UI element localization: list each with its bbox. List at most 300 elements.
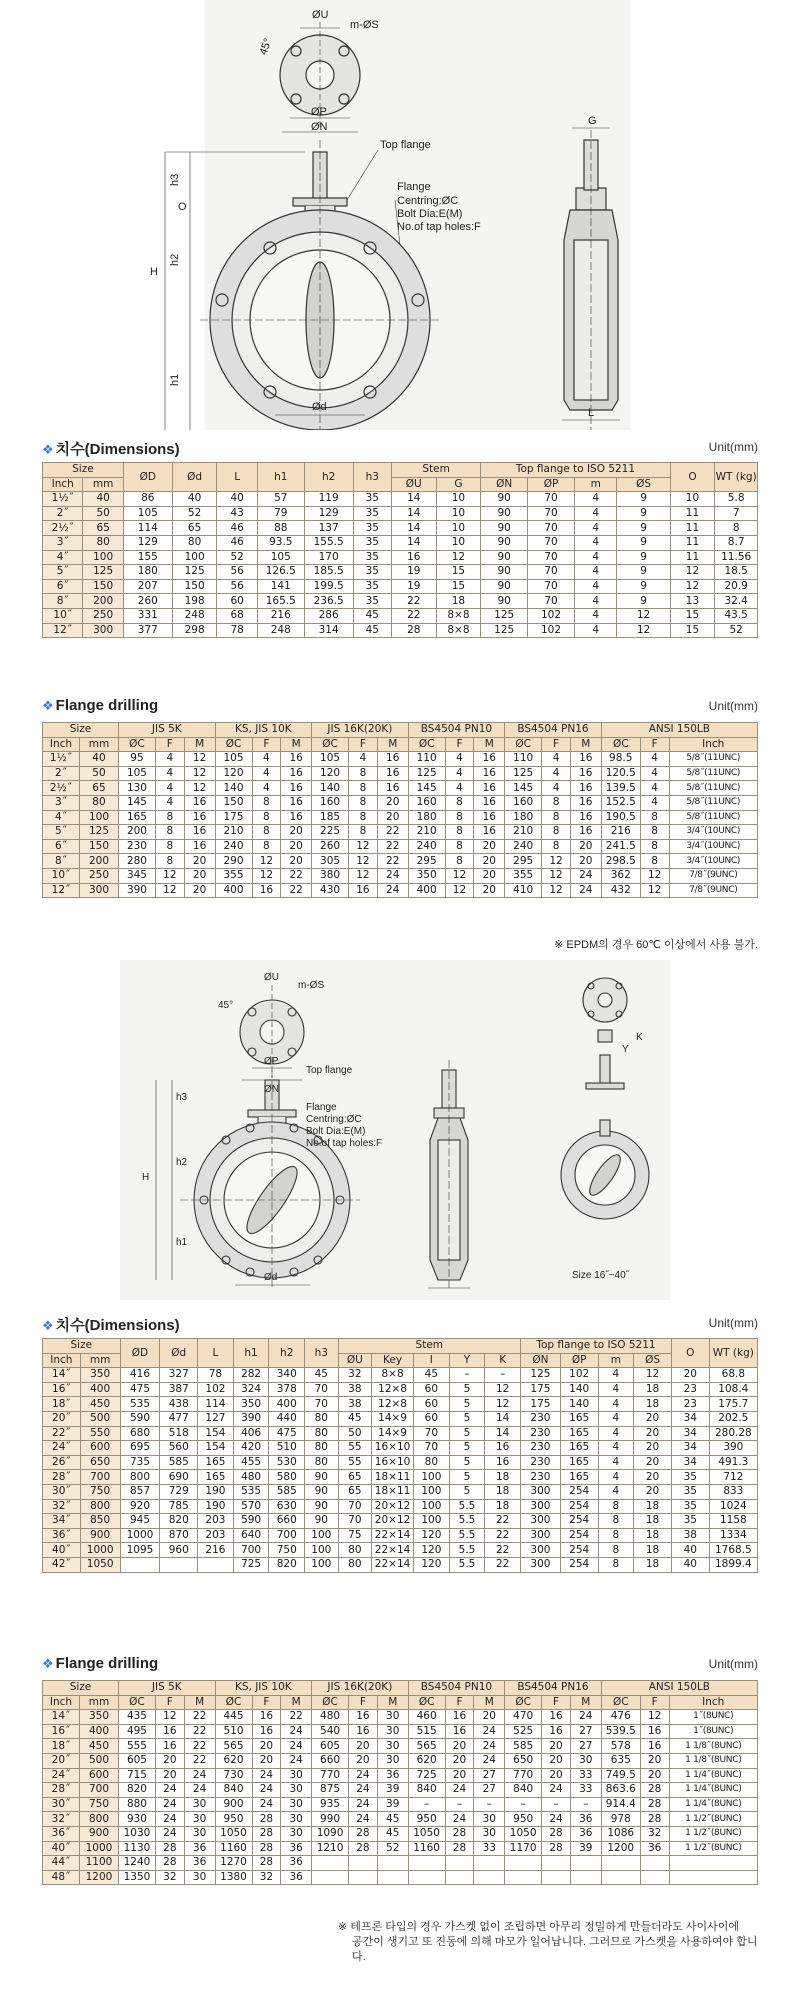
size-inch-cell: 12˝ bbox=[43, 623, 83, 638]
table-cell: 5.5 bbox=[449, 1499, 485, 1514]
table-cell: 30 bbox=[377, 1710, 408, 1725]
table-cell: 16 bbox=[184, 810, 215, 825]
size-inch-cell: 20˝ bbox=[43, 1411, 81, 1426]
table-cell: 477 bbox=[160, 1411, 198, 1426]
table-cell: 34 bbox=[671, 1441, 709, 1456]
table-cell: 300 bbox=[521, 1528, 561, 1543]
size-inch-cell: 5˝ bbox=[43, 565, 83, 580]
table-cell: 4 bbox=[574, 565, 617, 580]
table-cell: 35 bbox=[353, 565, 391, 580]
size-mm-cell: 40 bbox=[83, 492, 123, 507]
header-cell: BS4504 PN16 bbox=[505, 1681, 602, 1696]
table-cell: – bbox=[542, 1797, 571, 1812]
table-cell: 28 bbox=[445, 1841, 474, 1856]
table-cell: 16 bbox=[155, 1724, 184, 1739]
table-cell: 715 bbox=[118, 1768, 155, 1783]
table-cell: 377 bbox=[123, 623, 172, 638]
table-cell: 880 bbox=[118, 1797, 155, 1812]
table-cell: 935 bbox=[312, 1797, 349, 1812]
table-cell: 155.5 bbox=[304, 535, 353, 550]
table-cell: 32 bbox=[155, 1870, 184, 1885]
table-cell: 7/8˝(9UNC) bbox=[669, 868, 758, 883]
table-cell: 18×11 bbox=[372, 1484, 414, 1499]
table-cell: 535 bbox=[233, 1484, 269, 1499]
table-cell: 1200 bbox=[601, 1841, 640, 1856]
table-cell: 535 bbox=[120, 1397, 160, 1412]
flange-drilling-table-1 bbox=[42, 722, 758, 898]
table-cell: 19 bbox=[391, 565, 436, 580]
table-cell: 24 bbox=[349, 1797, 378, 1812]
size-mm-cell: 600 bbox=[79, 1768, 118, 1783]
table-cell: 90 bbox=[481, 565, 528, 580]
header-cell: ANSI 150LB bbox=[601, 1681, 757, 1696]
label2-flange: Flange bbox=[306, 1102, 337, 1113]
table-cell: 30 bbox=[281, 1826, 312, 1841]
table-cell: 1350 bbox=[118, 1870, 155, 1885]
table-cell: 140 bbox=[215, 781, 252, 796]
size-mm-cell: 1050 bbox=[80, 1557, 120, 1572]
size-inch-cell: 28˝ bbox=[43, 1470, 81, 1485]
table-cell: 20 bbox=[349, 1739, 378, 1754]
table-cell: 950 bbox=[408, 1812, 445, 1827]
table-cell: 930 bbox=[118, 1812, 155, 1827]
subheader-cell: Inch bbox=[43, 1353, 81, 1368]
label-h: H bbox=[150, 266, 158, 278]
table-cell bbox=[408, 1856, 445, 1871]
table-cell: 95 bbox=[118, 752, 155, 767]
table-cell: 260 bbox=[123, 594, 172, 609]
subheader-cell: F bbox=[155, 1695, 184, 1710]
subheader-cell: F bbox=[640, 1695, 669, 1710]
table-cell: 36 bbox=[184, 1856, 215, 1871]
dims2-title: 치수(Dimensions) bbox=[55, 1317, 180, 1334]
table-cell: 8 bbox=[155, 825, 184, 840]
table-cell: 40 bbox=[671, 1557, 709, 1572]
label-l: L bbox=[588, 407, 595, 419]
subheader-cell: ØC bbox=[215, 1695, 252, 1710]
table-row bbox=[43, 795, 758, 810]
table-cell: 378 bbox=[269, 1382, 305, 1397]
table-cell: 24 bbox=[155, 1812, 184, 1827]
table-cell: 24 bbox=[252, 1768, 281, 1783]
table-cell: 68 bbox=[217, 608, 257, 623]
table-cell: 254 bbox=[560, 1528, 598, 1543]
table-cell: 16 bbox=[445, 1710, 474, 1725]
size-mm-cell: 900 bbox=[80, 1528, 120, 1543]
table-cell: – bbox=[449, 1368, 485, 1383]
table-cell: 590 bbox=[120, 1411, 160, 1426]
size-inch-cell: 44˝ bbox=[43, 1856, 80, 1871]
table-cell: 585 bbox=[505, 1739, 542, 1754]
table-cell: 129 bbox=[123, 535, 172, 550]
diamond-bullet-icon: ❖ bbox=[42, 1318, 54, 1333]
table-cell: 525 bbox=[505, 1724, 542, 1739]
table-row bbox=[43, 1441, 758, 1456]
table-cell: 20 bbox=[640, 1768, 669, 1783]
subheader-cell: I bbox=[414, 1353, 450, 1368]
table-cell: 18×11 bbox=[372, 1470, 414, 1485]
table-cell: 12 bbox=[485, 1382, 521, 1397]
size-inch-cell: 40˝ bbox=[43, 1841, 80, 1856]
size-inch-cell: 40˝ bbox=[43, 1543, 81, 1558]
table-cell: 22 bbox=[184, 1739, 215, 1754]
table-cell bbox=[408, 1870, 445, 1885]
table-cell: 12 bbox=[542, 883, 571, 898]
table-cell: 749.5 bbox=[601, 1768, 640, 1783]
table-cell: 24 bbox=[155, 1783, 184, 1798]
table-cell: 1050 bbox=[215, 1826, 252, 1841]
flange2-header bbox=[42, 1655, 758, 1673]
table-cell: 978 bbox=[601, 1812, 640, 1827]
th2-size: Size bbox=[43, 1339, 121, 1354]
table-cell: 1380 bbox=[215, 1870, 252, 1885]
table-cell: 32 bbox=[338, 1368, 372, 1383]
table-cell: 175.7 bbox=[709, 1397, 757, 1412]
table-cell: 290 bbox=[215, 854, 252, 869]
size-inch-cell: 3˝ bbox=[43, 795, 80, 810]
table-cell: 45 bbox=[377, 1826, 408, 1841]
table-cell: 12 bbox=[184, 766, 215, 781]
table-cell: 145 bbox=[118, 795, 155, 810]
label-top-flange: Top flange bbox=[380, 139, 431, 151]
table-cell: 70 bbox=[528, 594, 575, 609]
table-cell: 9 bbox=[617, 535, 670, 550]
subheader-cell: F bbox=[155, 737, 184, 752]
table-cell: 10 bbox=[436, 506, 481, 521]
table-cell: 8.7 bbox=[715, 535, 758, 550]
table-cell: 20 bbox=[445, 1739, 474, 1754]
table-cell: 108.4 bbox=[709, 1382, 757, 1397]
table-cell: 35 bbox=[353, 594, 391, 609]
table-cell: 22 bbox=[184, 1710, 215, 1725]
size-inch-cell: 28˝ bbox=[43, 1783, 80, 1798]
table-cell: 119 bbox=[304, 492, 353, 507]
size-mm-cell: 200 bbox=[79, 854, 118, 869]
table-cell: 254 bbox=[560, 1514, 598, 1529]
table-cell: 105 bbox=[118, 766, 155, 781]
table-cell: 16 bbox=[570, 795, 601, 810]
table-row bbox=[43, 1724, 758, 1739]
table-cell: 16 bbox=[184, 839, 215, 854]
table-cell: 16 bbox=[542, 1724, 571, 1739]
table-cell: 785 bbox=[160, 1499, 198, 1514]
label2-h: H bbox=[142, 1172, 150, 1183]
table-cell: 9 bbox=[617, 550, 670, 565]
table-row bbox=[43, 492, 758, 507]
th2-o: O bbox=[671, 1339, 709, 1368]
table-cell: 4 bbox=[598, 1470, 634, 1485]
size-mm-cell: 1000 bbox=[80, 1543, 120, 1558]
table-cell: 185 bbox=[312, 810, 349, 825]
table-cell: 11 bbox=[670, 535, 715, 550]
table-cell: 16 bbox=[391, 550, 436, 565]
table-cell: 100 bbox=[414, 1514, 450, 1529]
th-d: Ød bbox=[172, 463, 217, 492]
table-cell: 70 bbox=[528, 521, 575, 536]
table-cell: 460 bbox=[408, 1710, 445, 1725]
table-cell: 22 bbox=[184, 1753, 215, 1768]
table-cell: 585 bbox=[160, 1455, 198, 1470]
table-cell: 16 bbox=[474, 766, 505, 781]
table-cell: 8 bbox=[598, 1499, 634, 1514]
table-row bbox=[43, 1710, 758, 1725]
subheader-cell: F bbox=[445, 1695, 474, 1710]
table-cell bbox=[445, 1856, 474, 1871]
table-cell: 300 bbox=[521, 1557, 561, 1572]
table-cell: 8 bbox=[640, 810, 669, 825]
table-cell: 580 bbox=[269, 1470, 305, 1485]
table-cell: 12 bbox=[349, 868, 378, 883]
table-cell: 1768.5 bbox=[709, 1543, 757, 1558]
table-cell: 16 bbox=[252, 883, 281, 898]
size-inch-cell: 3˝ bbox=[43, 535, 83, 550]
label-h2: h2 bbox=[169, 253, 181, 266]
table-cell: 15 bbox=[436, 579, 481, 594]
table-cell: 20 bbox=[671, 1368, 709, 1383]
table-cell: 570 bbox=[233, 1499, 269, 1514]
table-cell: 475 bbox=[269, 1426, 305, 1441]
table-cell: 34 bbox=[671, 1426, 709, 1441]
table-cell: 350 bbox=[233, 1397, 269, 1412]
table-cell bbox=[349, 1856, 378, 1871]
table-cell: 4 bbox=[598, 1411, 634, 1426]
table-cell: 640 bbox=[233, 1528, 269, 1543]
table-cell: 30 bbox=[474, 1812, 505, 1827]
subheader-cell: mm bbox=[83, 477, 123, 492]
table-cell: 340 bbox=[269, 1368, 305, 1383]
table-cell: 155 bbox=[123, 550, 172, 565]
table-cell: 16 bbox=[281, 781, 312, 796]
header-cell: BS4504 PN10 bbox=[408, 1681, 505, 1696]
table-cell: 230 bbox=[118, 839, 155, 854]
th2-od: ØD bbox=[120, 1339, 160, 1368]
table-cell: 24 bbox=[281, 1753, 312, 1768]
table-cell: 27 bbox=[474, 1768, 505, 1783]
subheader-cell: mm bbox=[79, 1695, 118, 1710]
table-row bbox=[43, 535, 758, 550]
label-o: O bbox=[178, 201, 187, 213]
table-cell: 30 bbox=[184, 1797, 215, 1812]
table-cell: 203 bbox=[198, 1528, 234, 1543]
table-cell: 16 bbox=[281, 810, 312, 825]
table-cell: 1160 bbox=[408, 1841, 445, 1856]
table-row bbox=[43, 1870, 758, 1885]
table-cell: 38 bbox=[671, 1528, 709, 1543]
table-cell: 1 1/8˝(8UNC) bbox=[669, 1739, 758, 1754]
table-cell: 80 bbox=[338, 1557, 372, 1572]
table-cell: 30 bbox=[281, 1768, 312, 1783]
table-cell: 840 bbox=[215, 1783, 252, 1798]
table-cell: 390 bbox=[118, 883, 155, 898]
table-row bbox=[43, 521, 758, 536]
table-cell: 203 bbox=[198, 1514, 234, 1529]
table-cell: 120 bbox=[312, 766, 349, 781]
table-cell: 1 1/2˝(8UNC) bbox=[669, 1812, 758, 1827]
diamond-bullet-icon: ❖ bbox=[42, 442, 54, 457]
subheader-cell: K bbox=[485, 1353, 521, 1368]
table-cell: 105 bbox=[215, 752, 252, 767]
subheader-cell: ØP bbox=[528, 477, 575, 492]
table-row bbox=[43, 1484, 758, 1499]
table-cell: 491.3 bbox=[709, 1455, 757, 1470]
table-cell: 12 bbox=[542, 868, 571, 883]
table-cell: 4 bbox=[574, 608, 617, 623]
table-cell: 27 bbox=[474, 1783, 505, 1798]
table-cell: 70 bbox=[528, 550, 575, 565]
table-cell: 125 bbox=[521, 1368, 561, 1383]
table-cell: 114 bbox=[123, 521, 172, 536]
table-cell: 90 bbox=[305, 1484, 339, 1499]
subheader-cell: M bbox=[281, 737, 312, 752]
table-cell: 30 bbox=[281, 1797, 312, 1812]
table-cell: 225 bbox=[312, 825, 349, 840]
table-row bbox=[43, 1739, 758, 1754]
table-cell: 70 bbox=[528, 579, 575, 594]
table-cell: 440 bbox=[269, 1411, 305, 1426]
table-cell: 139.5 bbox=[601, 781, 640, 796]
table-cell: 1158 bbox=[709, 1514, 757, 1529]
table-cell: 700 bbox=[233, 1543, 269, 1558]
table-cell: 90 bbox=[481, 579, 528, 594]
table-cell: 70 bbox=[414, 1441, 450, 1456]
table-cell: 1086 bbox=[601, 1826, 640, 1841]
table-cell: 160 bbox=[312, 795, 349, 810]
table-cell: 102 bbox=[528, 608, 575, 623]
table-cell: 282 bbox=[233, 1368, 269, 1383]
table-cell: 18 bbox=[634, 1557, 672, 1572]
table-row bbox=[43, 1841, 758, 1856]
table-cell: 20 bbox=[570, 839, 601, 854]
table-cell: 216 bbox=[198, 1543, 234, 1558]
table-cell: 20 bbox=[634, 1470, 672, 1485]
table-cell: 295 bbox=[505, 854, 542, 869]
table-cell: 480 bbox=[233, 1470, 269, 1485]
size-mm-cell: 750 bbox=[79, 1797, 118, 1812]
subheader-cell: Y bbox=[449, 1353, 485, 1368]
size-mm-cell: 250 bbox=[79, 868, 118, 883]
table-cell: 36 bbox=[281, 1841, 312, 1856]
table-cell: 45 bbox=[353, 623, 391, 638]
table-cell: 1090 bbox=[312, 1826, 349, 1841]
table-cell: 90 bbox=[481, 550, 528, 565]
table-cell: 590 bbox=[233, 1514, 269, 1529]
table-row bbox=[43, 1768, 758, 1783]
table-cell: 27 bbox=[570, 1724, 601, 1739]
table-cell: 110 bbox=[505, 752, 542, 767]
table-cell: 14 bbox=[391, 535, 436, 550]
size-mm-cell: 700 bbox=[79, 1783, 118, 1798]
table-cell: 470 bbox=[505, 1710, 542, 1725]
table-cell: 35 bbox=[671, 1484, 709, 1499]
table-cell: 4 bbox=[252, 781, 281, 796]
table-cell: 16 bbox=[377, 766, 408, 781]
table-cell: 254 bbox=[560, 1484, 598, 1499]
table-cell: 100 bbox=[414, 1484, 450, 1499]
table-cell: 35 bbox=[353, 521, 391, 536]
table-cell: 120 bbox=[215, 766, 252, 781]
table-cell bbox=[640, 1870, 669, 1885]
size-mm-cell: 80 bbox=[83, 535, 123, 550]
table-cell bbox=[505, 1856, 542, 1871]
table-cell: 46 bbox=[217, 521, 257, 536]
table-cell: 8 bbox=[598, 1514, 634, 1529]
table-cell: 4 bbox=[445, 781, 474, 796]
size-inch-cell: 2˝ bbox=[43, 506, 83, 521]
table-cell: 729 bbox=[160, 1484, 198, 1499]
table-cell: 24 bbox=[155, 1826, 184, 1841]
teflon-note-line1: ※ 테프론 타입의 경우 가스켓 없이 조립하면 아무리 정밀하게 만들더라도 사이사이에 bbox=[338, 1921, 740, 1933]
table-cell: 510 bbox=[269, 1441, 305, 1456]
table-cell: 14 bbox=[391, 521, 436, 536]
table-cell: 55 bbox=[338, 1441, 372, 1456]
label2-ms: m-ØS bbox=[298, 980, 325, 991]
size-mm-cell: 150 bbox=[79, 839, 118, 854]
table-cell: 241.5 bbox=[601, 839, 640, 854]
subheader-cell: F bbox=[542, 1695, 571, 1710]
table-cell: 165 bbox=[118, 810, 155, 825]
table-cell: 180 bbox=[123, 565, 172, 580]
table-cell: 28 bbox=[252, 1841, 281, 1856]
table-cell: 286 bbox=[304, 608, 353, 623]
header-cell: JIS 16K(20K) bbox=[312, 1681, 409, 1696]
table-cell: 18 bbox=[634, 1543, 672, 1558]
table-cell: 16 bbox=[349, 1710, 378, 1725]
table-cell: 355 bbox=[215, 868, 252, 883]
table-cell: 12×8 bbox=[372, 1397, 414, 1412]
table-row bbox=[43, 550, 758, 565]
label-h1: h1 bbox=[169, 373, 181, 386]
table-cell: 18 bbox=[634, 1499, 672, 1514]
table-cell: 1 1/4˝(8UNC) bbox=[669, 1797, 758, 1812]
table-cell: 10 bbox=[436, 521, 481, 536]
table-cell: 4 bbox=[640, 766, 669, 781]
flange1-subheader bbox=[43, 737, 758, 752]
table-cell: 150 bbox=[215, 795, 252, 810]
table-cell: 114 bbox=[198, 1397, 234, 1412]
table-cell: 24 bbox=[349, 1783, 378, 1798]
table-row bbox=[43, 565, 758, 580]
subheader-cell: M bbox=[377, 737, 408, 752]
epdm-note: ※ EPDM의 경우 60℃ 이상에서 사용 불가. bbox=[554, 939, 758, 951]
table-cell: 20 bbox=[252, 1739, 281, 1754]
table-row bbox=[43, 766, 758, 781]
table-cell: 16 bbox=[474, 752, 505, 767]
table-cell: 90 bbox=[481, 492, 528, 507]
table-cell: 12 bbox=[445, 883, 474, 898]
table-cell bbox=[601, 1856, 640, 1871]
size-mm-cell: 50 bbox=[79, 766, 118, 781]
table-cell: 36 bbox=[640, 1841, 669, 1856]
th2-d: Ød bbox=[160, 1339, 198, 1368]
table-cell: 314 bbox=[304, 623, 353, 638]
table-cell: 16 bbox=[570, 825, 601, 840]
table-cell: 300 bbox=[521, 1499, 561, 1514]
table-cell: 50 bbox=[338, 1426, 372, 1441]
table-cell: 840 bbox=[408, 1783, 445, 1798]
table-cell: 154 bbox=[198, 1426, 234, 1441]
table-cell: 620 bbox=[408, 1753, 445, 1768]
table-cell: 16×10 bbox=[372, 1441, 414, 1456]
table-row bbox=[43, 1528, 758, 1543]
size-mm-cell: 1200 bbox=[79, 1870, 118, 1885]
table-cell: 410 bbox=[505, 883, 542, 898]
table-row bbox=[43, 1783, 758, 1798]
subheader-cell: M bbox=[377, 1695, 408, 1710]
size-mm-cell: 350 bbox=[79, 1710, 118, 1725]
table-cell: 20 bbox=[281, 839, 312, 854]
table-cell: 578 bbox=[601, 1739, 640, 1754]
table-cell: 102 bbox=[560, 1368, 598, 1383]
